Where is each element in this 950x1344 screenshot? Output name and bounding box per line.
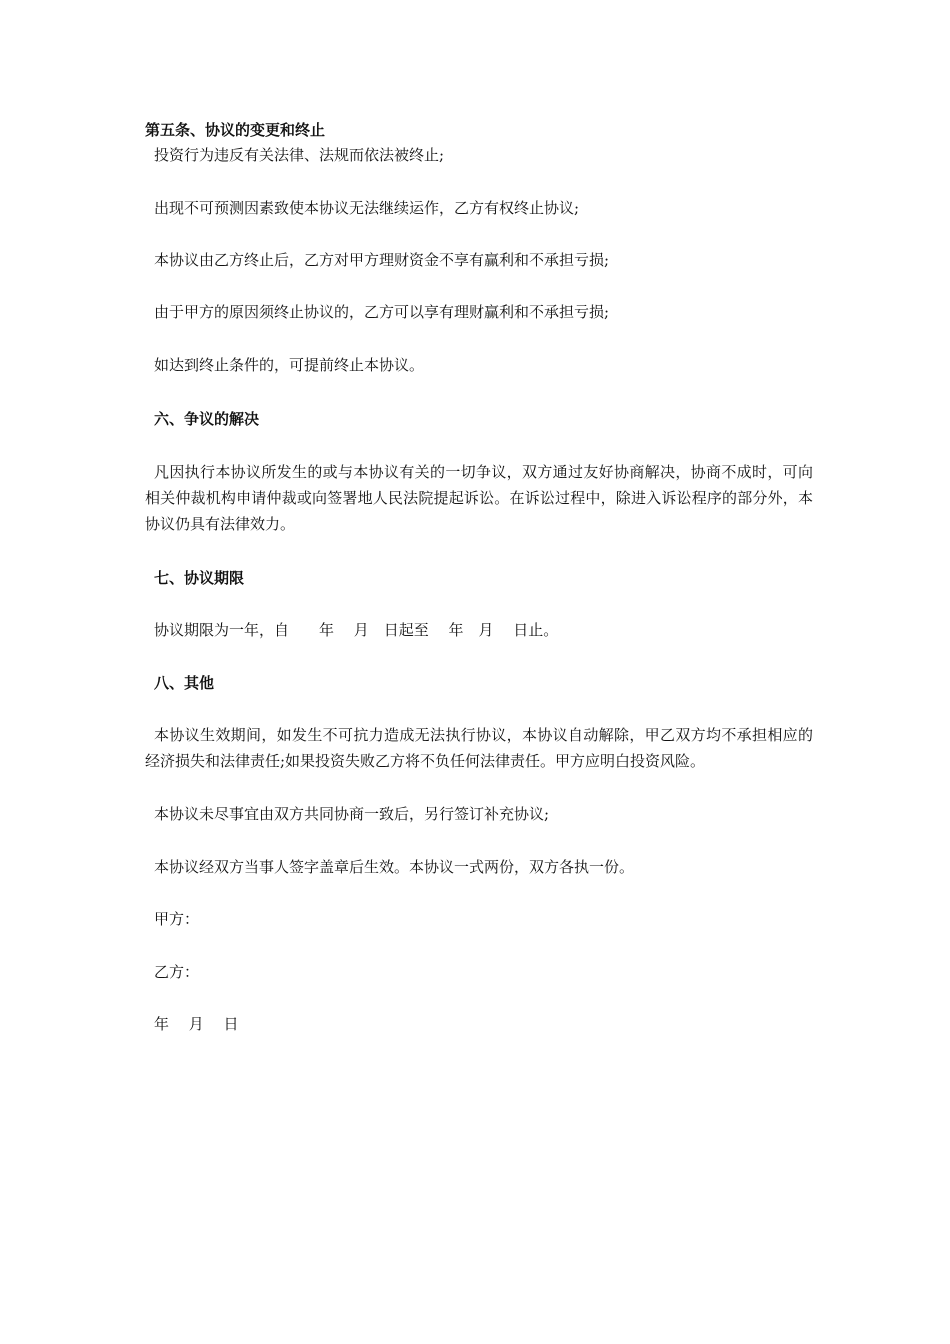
section5-item-5: 如达到终止条件的，可提前终止本协议。 (154, 356, 425, 374)
section5-item-3: 本协议由乙方终止后，乙方对甲方理财资金不享有赢利和不承担亏损; (154, 251, 610, 269)
section8-title: 八、其他 (154, 674, 215, 692)
section6-body: 凡因执行本协议所发生的或与本协议有关的一切争议，双方通过友好协商解决，协商不成时，可向相关仲裁机构申请仲裁或向签署地人民法院提起诉讼。在诉讼过程中，除进入诉讼程序的部分外，本协议仍具有法律效力。 (145, 463, 813, 533)
section7-title: 七、协议期限 (154, 569, 245, 587)
section6-title: 六、争议的解决 (154, 410, 260, 428)
section5-item-4: 由于甲方的原因须终止协议的，乙方可以享有理财赢利和不承担亏损; (154, 303, 610, 321)
section8-body-1: 本协议生效期间，如发生不可抗力造成无法执行协议，本协议自动解除，甲乙双方均不承担相应的经济损失和法律责任;如果投资失败乙方将不负任何法律责任。甲方应明白投资风险。 (145, 726, 813, 770)
section5-title: 第五条、协议的变更和终止 (145, 121, 326, 139)
section5-item-1: 投资行为违反有关法律、法规而依法被终止; (154, 146, 445, 164)
section8-body-3: 本协议经双方当事人签字盖章后生效。本协议一式两份，双方各执一份。 (154, 858, 635, 876)
section5-item-2: 出现不可预测因素致使本协议无法继续运作，乙方有权终止协议; (154, 199, 580, 217)
party-a-label: 甲方： (154, 910, 200, 928)
party-b-label: 乙方： (154, 963, 200, 981)
signature-date: 年 月 日 (154, 1015, 239, 1033)
section8-body-2: 本协议未尽事宜由双方共同协商一致后，另行签订补充协议; (154, 805, 550, 823)
section7-body: 协议期限为一年，自 年 月 日起至 年 月 日止。 (154, 621, 559, 639)
